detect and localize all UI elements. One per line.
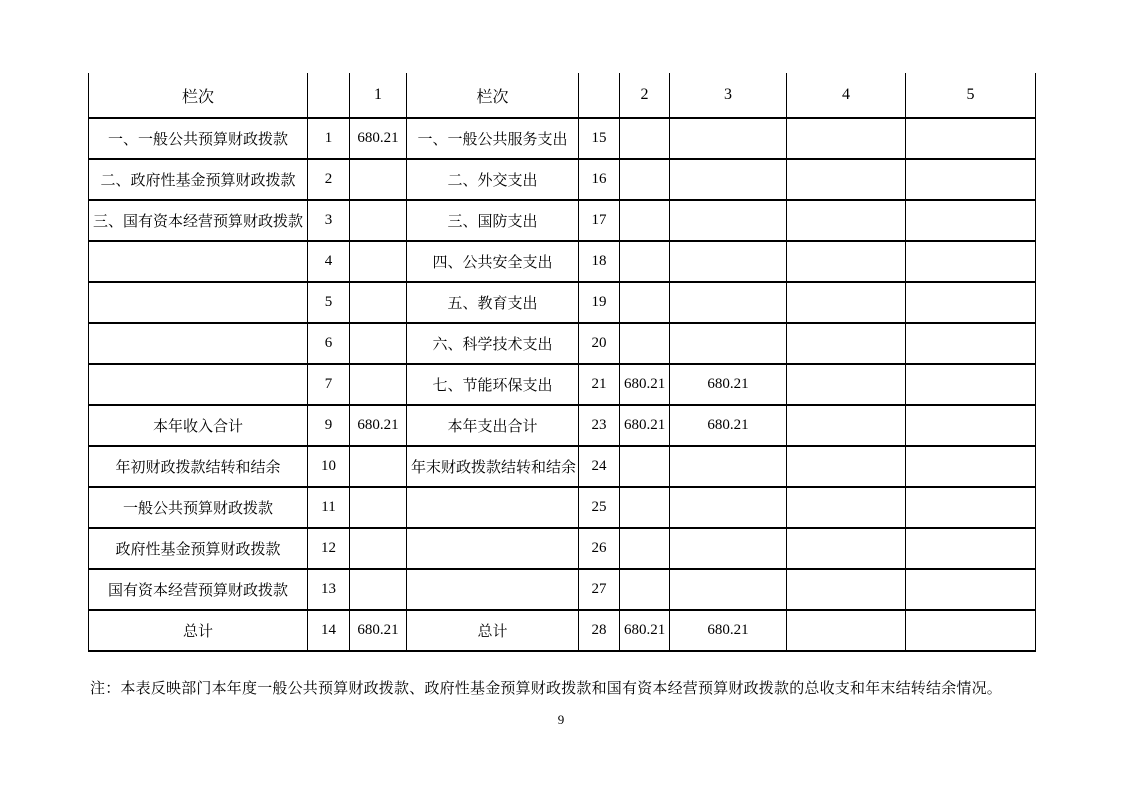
- amount-cell-col5|col5: [906, 487, 1036, 528]
- amount-cell-col2|col2: [620, 200, 670, 241]
- amount-cell-col1|col1: 680.21: [350, 610, 407, 651]
- row-number-cell|left_num: 9: [308, 405, 350, 446]
- table-row: [89, 159, 1036, 200]
- row-number-cell|right_num: 19: [579, 282, 620, 323]
- amount-cell-col3|col3: [670, 118, 787, 159]
- amount-cell-col4|col4: [787, 200, 906, 241]
- row-number-cell|left_num: 13: [308, 569, 350, 610]
- row-number-cell|left_num: 5: [308, 282, 350, 323]
- amount-cell-col4|col4: [787, 241, 906, 282]
- expense-item-cell|right_label: 三、国防支出: [407, 200, 579, 241]
- row-number-cell|left_num: 10: [308, 446, 350, 487]
- table-row: [89, 405, 1036, 446]
- table-row: [89, 487, 1036, 528]
- amount-cell-col1|col1: [350, 364, 407, 405]
- amount-cell-col3|col3: [670, 487, 787, 528]
- header-right-rowno: [579, 73, 620, 118]
- amount-cell-col4|col4: [787, 159, 906, 200]
- amount-cell-col3|col3: [670, 200, 787, 241]
- row-number-cell|right_num: 17: [579, 200, 620, 241]
- amount-cell-col1|col1: [350, 446, 407, 487]
- table-row: [89, 323, 1036, 364]
- row-number-cell|right_num: 16: [579, 159, 620, 200]
- row-number-cell|right_num: 26: [579, 528, 620, 569]
- amount-cell-col4|col4: [787, 610, 906, 651]
- row-number-cell|right_num: 15: [579, 118, 620, 159]
- amount-cell-col3|col3: [670, 446, 787, 487]
- row-number-cell|right_num: 21: [579, 364, 620, 405]
- income-item-cell|left_label: 年初财政拨款结转和结余: [89, 446, 308, 487]
- row-number-cell|left_num: 2: [308, 159, 350, 200]
- amount-cell-col5|col5: [906, 528, 1036, 569]
- table-row: [89, 364, 1036, 405]
- expense-item-cell|right_label: 总计: [407, 610, 579, 651]
- amount-cell-col4|col4: [787, 405, 906, 446]
- amount-cell-col5|col5: [906, 282, 1036, 323]
- row-number-cell|left_num: 3: [308, 200, 350, 241]
- amount-cell-col3|col3: 680.21: [670, 364, 787, 405]
- row-number-cell|left_num: 14: [308, 610, 350, 651]
- amount-cell-col4|col4: [787, 118, 906, 159]
- row-number-cell|right_num: 24: [579, 446, 620, 487]
- expense-item-cell|right_label: [407, 569, 579, 610]
- amount-cell-col1|col1: [350, 282, 407, 323]
- amount-cell-col3|col3: 680.21: [670, 610, 787, 651]
- amount-cell-col2|col2: [620, 487, 670, 528]
- amount-cell-col4|col4: [787, 446, 906, 487]
- fiscal-appropriation-table: [88, 73, 1036, 652]
- table-row: [89, 282, 1036, 323]
- amount-cell-col5|col5: [906, 446, 1036, 487]
- table-row: [89, 610, 1036, 651]
- table-row: [89, 569, 1036, 610]
- amount-cell-col2|col2: [620, 159, 670, 200]
- row-number-cell|right_num: 28: [579, 610, 620, 651]
- amount-cell-col1|col1: 680.21: [350, 405, 407, 446]
- income-item-cell|left_label: [89, 323, 308, 364]
- table-header: [89, 73, 1036, 118]
- amount-cell-col2|col2: 680.21: [620, 364, 670, 405]
- amount-cell-col1|col1: 680.21: [350, 118, 407, 159]
- table-body: [89, 118, 1036, 651]
- row-number-cell|right_num: 27: [579, 569, 620, 610]
- income-item-cell|left_label: 一般公共预算财政拨款: [89, 487, 308, 528]
- amount-cell-col5|col5: [906, 569, 1036, 610]
- amount-cell-col5|col5: [906, 118, 1036, 159]
- amount-cell-col2|col2: [620, 118, 670, 159]
- amount-cell-col2|col2: [620, 446, 670, 487]
- amount-cell-col1|col1: [350, 487, 407, 528]
- amount-cell-col4|col4: [787, 528, 906, 569]
- amount-cell-col3|col3: 680.21: [670, 405, 787, 446]
- amount-cell-col1|col1: [350, 241, 407, 282]
- amount-cell-col2|col2: [620, 569, 670, 610]
- amount-cell-col3|col3: [670, 323, 787, 364]
- amount-cell-col5|col5: [906, 364, 1036, 405]
- row-number-cell|left_num: 12: [308, 528, 350, 569]
- header-col-5: 5: [906, 73, 1036, 118]
- expense-item-cell|right_label: 六、科学技术支出: [407, 323, 579, 364]
- row-number-cell|left_num: 7: [308, 364, 350, 405]
- expense-item-cell|right_label: 本年支出合计: [407, 405, 579, 446]
- amount-cell-col1|col1: [350, 159, 407, 200]
- table-row: [89, 118, 1036, 159]
- expense-item-cell|right_label: 年末财政拨款结转和结余: [407, 446, 579, 487]
- income-item-cell|left_label: 一、一般公共预算财政拨款: [89, 118, 308, 159]
- amount-cell-col3|col3: [670, 569, 787, 610]
- amount-cell-col4|col4: [787, 487, 906, 528]
- header-col-3: 3: [670, 73, 787, 118]
- row-number-cell|right_num: 18: [579, 241, 620, 282]
- amount-cell-col3|col3: [670, 241, 787, 282]
- row-number-cell|left_num: 1: [308, 118, 350, 159]
- row-number-cell|right_num: 20: [579, 323, 620, 364]
- header-left-rowno: [308, 73, 350, 118]
- amount-cell-col4|col4: [787, 323, 906, 364]
- amount-cell-col2|col2: [620, 282, 670, 323]
- table-row: [89, 528, 1036, 569]
- expense-item-cell|right_label: 四、公共安全支出: [407, 241, 579, 282]
- expense-item-cell|right_label: 七、节能环保支出: [407, 364, 579, 405]
- expense-item-cell|right_label: [407, 487, 579, 528]
- header-col-1: 1: [350, 73, 407, 118]
- amount-cell-col5|col5: [906, 405, 1036, 446]
- amount-cell-col5|col5: [906, 241, 1036, 282]
- header-right-section: 栏次: [407, 73, 579, 118]
- income-item-cell|left_label: [89, 282, 308, 323]
- header-col-2: 2: [620, 73, 670, 118]
- table-row: [89, 200, 1036, 241]
- header-col-4: 4: [787, 73, 906, 118]
- amount-cell-col1|col1: [350, 323, 407, 364]
- amount-cell-col2|col2: [620, 528, 670, 569]
- expense-item-cell|right_label: 二、外交支出: [407, 159, 579, 200]
- amount-cell-col5|col5: [906, 323, 1036, 364]
- amount-cell-col1|col1: [350, 528, 407, 569]
- amount-cell-col5|col5: [906, 610, 1036, 651]
- amount-cell-col3|col3: [670, 528, 787, 569]
- amount-cell-col2|col2: 680.21: [620, 610, 670, 651]
- amount-cell-col3|col3: [670, 282, 787, 323]
- amount-cell-col5|col5: [906, 200, 1036, 241]
- income-item-cell|left_label: 本年收入合计: [89, 405, 308, 446]
- table-row: [89, 241, 1036, 282]
- table-row: [89, 446, 1036, 487]
- income-item-cell|left_label: 三、国有资本经营预算财政拨款: [89, 200, 308, 241]
- row-number-cell|right_num: 25: [579, 487, 620, 528]
- table-footnote: 注：本表反映部门本年度一般公共预算财政拨款、政府性基金预算财政拨款和国有资本经营预算财政拨款的总收支和年末结转结余情况。: [90, 680, 1003, 697]
- row-number-cell|right_num: 23: [579, 405, 620, 446]
- amount-cell-col2|col2: [620, 323, 670, 364]
- amount-cell-col4|col4: [787, 364, 906, 405]
- page-number: 9: [557, 712, 565, 727]
- row-number-cell|left_num: 4: [308, 241, 350, 282]
- income-item-cell|left_label: 政府性基金预算财政拨款: [89, 528, 308, 569]
- expense-item-cell|right_label: 一、一般公共服务支出: [407, 118, 579, 159]
- header-row: [89, 73, 1036, 118]
- income-item-cell|left_label: [89, 364, 308, 405]
- expense-item-cell|right_label: [407, 528, 579, 569]
- row-number-cell|left_num: 6: [308, 323, 350, 364]
- expense-item-cell|right_label: 五、教育支出: [407, 282, 579, 323]
- amount-cell-col3|col3: [670, 159, 787, 200]
- amount-cell-col2|col2: [620, 241, 670, 282]
- amount-cell-col4|col4: [787, 282, 906, 323]
- income-item-cell|left_label: 国有资本经营预算财政拨款: [89, 569, 308, 610]
- income-item-cell|left_label: 二、政府性基金预算财政拨款: [89, 159, 308, 200]
- row-number-cell|left_num: 11: [308, 487, 350, 528]
- income-item-cell|left_label: 总计: [89, 610, 308, 651]
- header-left-section: 栏次: [89, 73, 308, 118]
- income-item-cell|left_label: [89, 241, 308, 282]
- amount-cell-col4|col4: [787, 569, 906, 610]
- amount-cell-col1|col1: [350, 200, 407, 241]
- amount-cell-col2|col2: 680.21: [620, 405, 670, 446]
- amount-cell-col1|col1: [350, 569, 407, 610]
- amount-cell-col5|col5: [906, 159, 1036, 200]
